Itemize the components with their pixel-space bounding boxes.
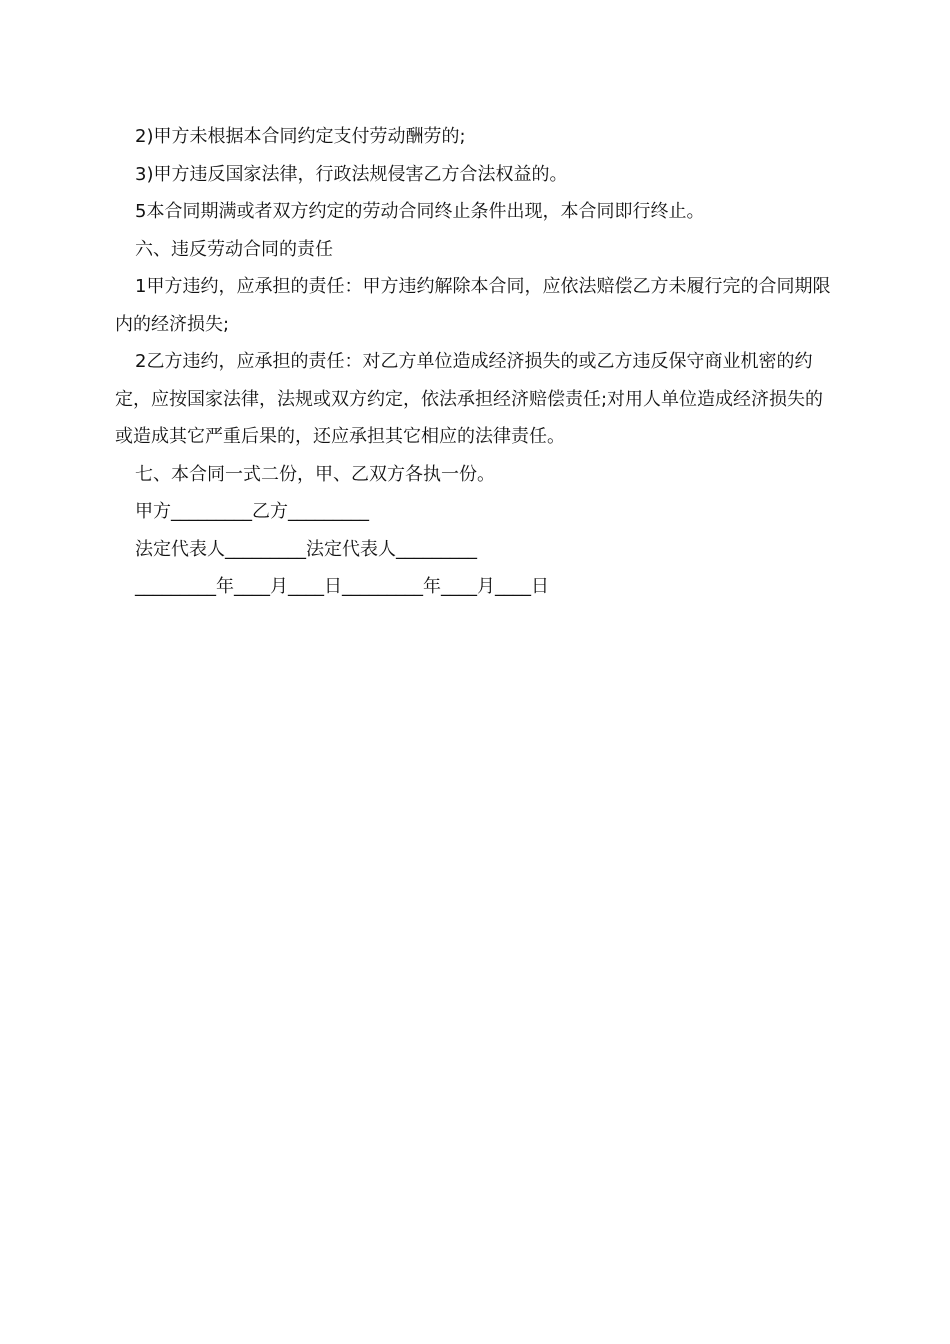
clause-6-1-party-a-breach: 1甲方违约，应承担的责任：甲方违约解除本合同，应依法赔偿乙方未履行完的合同期限内的经济损失; [115, 276, 831, 335]
signature-date-line: _________年____月____日_________年____月____日 [135, 576, 549, 597]
signature-parties-line: 甲方_________乙方_________ [135, 501, 369, 522]
clause-3-law-violation: 3)甲方违反国家法律，行政法规侵害乙方合法权益的。 [135, 163, 568, 185]
clause-5-contract-termination: 5本合同期满或者双方约定的劳动合同终止条件出现，本合同即行终止。 [135, 201, 705, 222]
section-7-copies: 七、本合同一式二份，甲、乙双方各执一份。 [135, 463, 495, 485]
clause-2-unpaid-remuneration: 2)甲方未根据本合同约定支付劳动酬劳的; [135, 126, 466, 147]
section-6-heading: 六、违反劳动合同的责任 [135, 238, 333, 260]
contract-body [115, 118, 837, 606]
clause-6-2-party-b-breach: 2乙方违约，应承担的责任：对乙方单位造成经济损失的或乙方违反保守商业机密的约定，应按国家法律，法规或双方约定，依法承担经济赔偿责任;对用人单位造成经济损失的或造成其它严重后果的，还应承担其它相应的法律责任。 [115, 351, 824, 447]
signature-representatives-line: 法定代表人_________法定代表人_________ [135, 538, 477, 560]
